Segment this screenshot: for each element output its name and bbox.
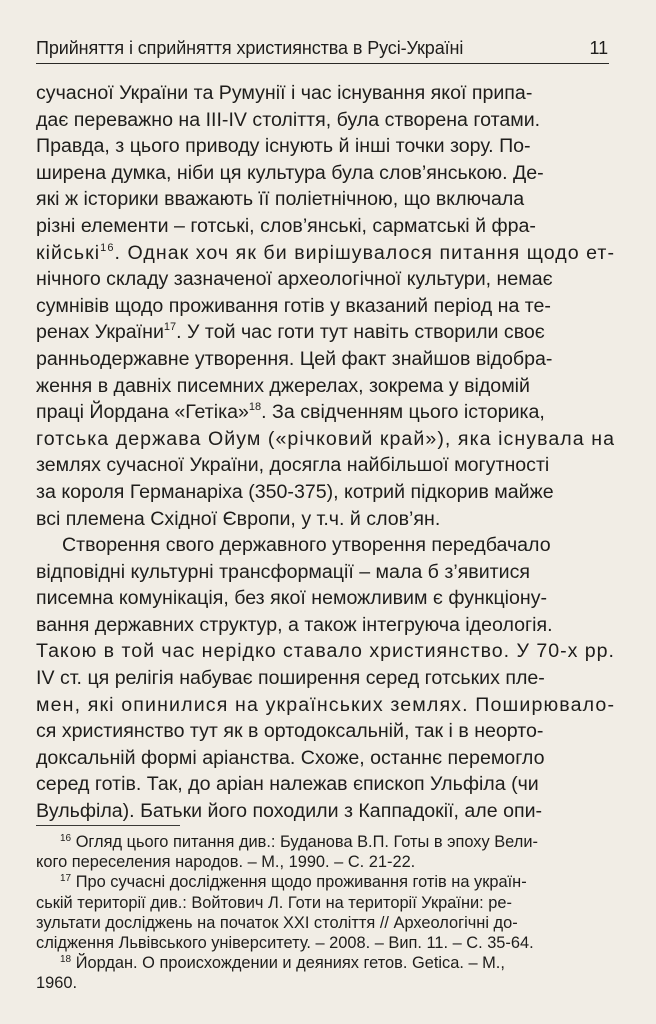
- body-line: [36, 319, 614, 346]
- footnote-18: [36, 953, 614, 973]
- body-line: дає переважно на III-IV століття, була створена готами.: [36, 108, 541, 131]
- body-line: за короля Германаріха (350-375), котрий підкорив майже: [36, 480, 554, 503]
- footnote-number: 16: [60, 833, 72, 844]
- body-line-part: ренах України: [36, 321, 164, 344]
- running-header: [36, 38, 608, 59]
- footnote-line: слідження Львівського університету. – 2008. – Вип. 11. – С. 35-64.: [36, 934, 534, 953]
- body-line: IV ст. ця релігія набуває поширення серед готських пле-: [36, 667, 545, 690]
- body-line: Створення свого державного утворення передбачало: [62, 534, 551, 557]
- footnote-ref-16: 16: [100, 241, 115, 254]
- body-line: всі племена Східної Європи, у т.ч. й слов’ян.: [36, 507, 441, 530]
- body-line: землях сучасної України, досягла найбільшої могутності: [36, 454, 550, 477]
- body-line: [36, 240, 614, 267]
- body-line: вання державних структур, а також інтегруюча ідеологія.: [36, 613, 553, 636]
- body-line: мен, які опинилися на українських землях. Поширювало-: [36, 693, 616, 716]
- body-line: ширена думка, ніби ця культура була слов’янською. Де-: [36, 161, 544, 184]
- body-line: доксальній формі аріанства. Схоже, останнє перемогло: [36, 746, 545, 769]
- footnote-ref-18: 18: [248, 401, 262, 414]
- body-line: сумнівів щодо проживання готів у вказаний період на те-: [36, 294, 551, 317]
- body-line: ся християнство тут як в ортодоксальній, так і в неорто-: [36, 720, 544, 743]
- body-line: різні елементи – готські, слов’янські, сарматські й фра-: [36, 214, 536, 237]
- footnote-line: ській території див.: Войтович Л. Готи на території України: ре-: [36, 893, 512, 912]
- body-line: готська держава Ойум («річковий край»), яка існувала на: [36, 427, 616, 450]
- body-line: відповідні культурні трансформації – мала б з’явитися: [36, 560, 530, 583]
- footnote-line: кого переселения народов. – М., 1990. – С. 21-22.: [36, 853, 416, 872]
- footnote-separator: [36, 825, 180, 826]
- footnote-17: [36, 872, 614, 892]
- footnote-number: 18: [60, 954, 72, 966]
- footnote-16: [36, 832, 614, 852]
- footnote-text: Огляд цього питання див.: Буданова В.П. Готы в эпоху Вели-: [75, 833, 538, 851]
- body-line-part: кійські: [36, 241, 101, 264]
- body-line-part: . За свідченням цього історика,: [261, 401, 545, 424]
- body-line: Правда, з цього приводу існують й інші точки зору. По-: [36, 135, 531, 158]
- body-line: Такою в той час нерідко ставало християнство. У 70-х рр.: [36, 640, 615, 663]
- running-header-title: Прийняття і сприйняття християнства в Русі-Україні: [36, 38, 464, 58]
- footnote-number: 17: [60, 873, 72, 885]
- footnote-line: 1960.: [36, 974, 78, 993]
- body-line: які ж історики вважають її поліетнічною, що включала: [36, 188, 525, 211]
- header-rule: [36, 63, 609, 64]
- body-line: Вульфіла). Батьки його походили з Каппадокії, але опи-: [36, 800, 543, 823]
- footnote-text: Йордан. О происхождении и деяниях гетов. Getica. – М.,: [75, 954, 505, 973]
- footnote-ref-17: 17: [163, 321, 177, 334]
- body-line: [36, 399, 614, 426]
- body-text: [36, 80, 614, 825]
- body-line: серед готів. Так, до аріан належав єпископ Ульфіла (чи: [36, 773, 539, 796]
- body-line: нічного складу зазначеної археологічної культури, немає: [36, 268, 553, 291]
- body-line: ження в давніх писемних джерелах, зокрема у відомій: [36, 374, 530, 397]
- body-line: ранньодержавне утворення. Цей факт знайшов відобра-: [36, 347, 553, 370]
- footnote-line: зультати досліджень на початок XXI століття // Археологічні до-: [36, 913, 518, 932]
- footnotes: [36, 832, 614, 994]
- body-line-part: праці Йордана «Гетіка»: [36, 401, 249, 424]
- page-number: 11: [589, 38, 608, 58]
- body-line: писемна комунікація, без якої неможливим є функціону-: [36, 587, 548, 610]
- footnote-text: Про сучасні дослідження щодо проживання готів на україн-: [75, 873, 527, 892]
- body-line-part: . Однак хоч як би вирішувалося питання щодо ет-: [114, 241, 616, 264]
- body-line-part: . У той час готи тут навіть створили своє: [176, 321, 545, 344]
- body-line: сучасної України та Румунії і час існування якої припа-: [36, 82, 533, 104]
